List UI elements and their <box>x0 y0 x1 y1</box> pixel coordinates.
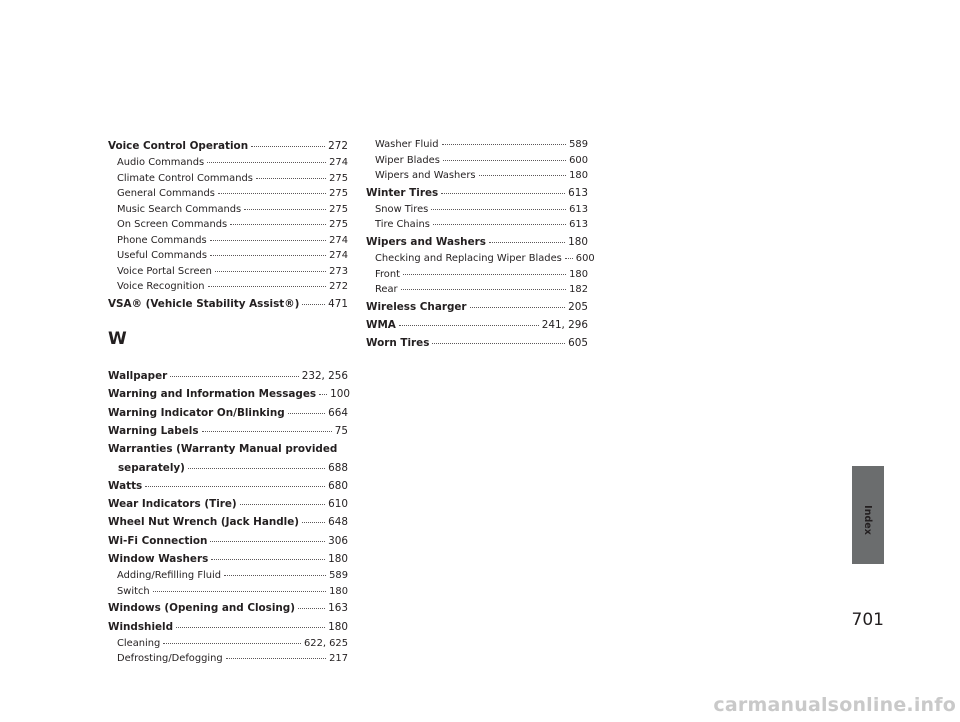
index-term: Cleaning <box>117 637 161 649</box>
page-reference: 613 <box>569 203 588 215</box>
page-reference: 274 <box>329 234 348 246</box>
index-subentry <box>108 233 348 249</box>
dot-leader <box>224 575 326 576</box>
index-term: General Commands <box>117 188 215 200</box>
index-term: Wi-Fi Connection <box>108 534 208 547</box>
page-reference: 180 <box>329 585 348 597</box>
dot-leader <box>442 144 567 145</box>
page-reference: 180 <box>568 235 588 248</box>
index-entry <box>366 298 588 316</box>
index-subentry <box>366 168 588 184</box>
watermark: carmanualsonline.info <box>713 694 956 716</box>
index-subentry <box>108 264 348 280</box>
index-term: Audio Commands <box>117 157 205 169</box>
index-subentry <box>108 651 348 667</box>
index-entry <box>108 532 348 550</box>
index-term: Front <box>375 268 400 280</box>
index-term: Voice Control Operation <box>108 140 249 152</box>
index-column-right <box>366 137 595 352</box>
dot-leader <box>244 209 326 210</box>
dot-leader <box>565 258 573 259</box>
index-term: WMA <box>366 318 396 331</box>
page-reference: 589 <box>569 139 588 150</box>
index-term: Winter Tires <box>366 186 439 199</box>
index-entry <box>108 459 348 477</box>
page-reference: 613 <box>568 186 588 199</box>
page-reference: 613 <box>569 219 588 231</box>
page-reference: 205 <box>568 300 588 313</box>
index-entry <box>108 599 348 617</box>
index-term: Watts <box>108 479 143 492</box>
index-term: Wiper Blades <box>375 154 440 166</box>
dot-leader <box>240 504 325 505</box>
index-subentry <box>366 202 588 218</box>
index-term: Wheel Nut Wrench (Jack Handle) <box>108 516 300 529</box>
page-reference: 275 <box>329 203 348 215</box>
index-subentry <box>108 584 348 600</box>
index-term: Climate Control Commands <box>117 172 253 184</box>
index-entry-heading: Warranties (Warranty Manual provided <box>108 443 338 456</box>
index-term: Warning and Information Messages <box>108 388 317 401</box>
page-reference: 273 <box>329 265 348 277</box>
page-reference: 600 <box>569 154 588 166</box>
index-subentry <box>108 171 348 187</box>
index-term: Worn Tires <box>366 337 430 350</box>
page-reference: 100 <box>330 388 350 401</box>
index-term: Phone Commands <box>117 234 207 246</box>
index-term: Switch <box>117 585 150 597</box>
dot-leader <box>470 307 566 308</box>
index-term: Checking and Replacing Wiper Blades <box>375 253 562 265</box>
page-reference: 180 <box>328 620 348 633</box>
dot-leader <box>170 376 298 377</box>
dot-leader <box>207 162 326 163</box>
index-entry <box>108 513 348 531</box>
dot-leader <box>302 304 325 305</box>
page-reference: 275 <box>329 188 348 200</box>
dot-leader <box>479 175 567 176</box>
index-entry <box>108 137 348 155</box>
index-entry <box>108 422 348 440</box>
page-reference: 217 <box>329 653 348 665</box>
dot-leader <box>176 627 325 628</box>
page-reference: 274 <box>329 157 348 169</box>
dot-leader <box>251 146 325 147</box>
index-term: Warning Labels <box>108 424 199 437</box>
index-term: Windshield <box>108 620 174 633</box>
index-term: Voice Portal Screen <box>117 265 212 277</box>
index-term: Useful Commands <box>117 250 207 262</box>
page-reference: 75 <box>334 424 348 437</box>
index-entry <box>108 367 348 385</box>
index-term: Tire Chains <box>375 219 430 231</box>
index-subentry <box>108 279 348 295</box>
dot-leader <box>401 289 567 290</box>
page-reference: 272 <box>329 281 348 293</box>
dot-leader <box>153 591 326 592</box>
index-tab-label: Index <box>862 505 874 535</box>
index-entry <box>108 477 348 495</box>
dot-leader <box>215 271 326 272</box>
page-reference: 306 <box>328 534 348 547</box>
page-reference: 600 <box>575 253 595 265</box>
dot-leader <box>432 343 565 344</box>
page-reference: 272 <box>328 140 348 152</box>
dot-leader <box>210 541 325 542</box>
dot-leader <box>210 255 326 256</box>
dot-leader <box>302 522 325 523</box>
index-term: On Screen Commands <box>117 219 228 231</box>
dot-leader <box>230 224 326 225</box>
index-term: Wipers and Washers <box>366 235 486 248</box>
index-term: Wear Indicators (Tire) <box>108 498 237 511</box>
index-term: separately) <box>118 461 185 474</box>
page-reference: 610 <box>328 498 348 511</box>
index-term: Music Search Commands <box>117 203 242 215</box>
index-entry <box>108 495 348 513</box>
index-subentry <box>366 282 588 298</box>
index-term: VSA® (Vehicle Stability Assist®) <box>108 297 300 310</box>
dot-leader <box>218 193 326 194</box>
index-entry <box>366 316 588 334</box>
page-reference: 180 <box>328 553 348 566</box>
page-reference: 680 <box>328 479 348 492</box>
index-entry <box>108 618 348 636</box>
page-reference: 182 <box>569 284 588 296</box>
dot-leader <box>431 209 566 210</box>
index-subentry <box>108 248 348 264</box>
index-subentry <box>366 153 588 169</box>
index-subentry <box>366 267 588 283</box>
index-term: Windows (Opening and Closing) <box>108 602 295 615</box>
index-subentry <box>108 186 348 202</box>
page-reference: 471 <box>328 297 348 310</box>
index-entry <box>366 334 588 352</box>
page-reference: 605 <box>568 337 588 350</box>
index-subentry <box>366 137 588 153</box>
index-subentry <box>108 636 348 652</box>
index-subentry <box>108 217 348 233</box>
page-reference: 688 <box>328 461 348 474</box>
dot-leader <box>319 394 327 395</box>
dot-leader <box>433 224 566 225</box>
index-entry <box>108 404 348 422</box>
dot-leader <box>288 413 325 414</box>
dot-leader <box>298 608 325 609</box>
dot-leader <box>399 325 539 326</box>
index-term: Wireless Charger <box>366 300 467 313</box>
page-number: 701 <box>851 610 884 630</box>
index-entry <box>108 295 348 313</box>
page-reference: 241, 296 <box>541 318 588 331</box>
dot-leader <box>188 468 325 469</box>
page-reference: 622, 625 <box>304 637 348 649</box>
index-entry <box>108 550 348 568</box>
dot-leader <box>403 274 566 275</box>
page-reference: 180 <box>569 170 588 181</box>
page-reference: 180 <box>569 268 588 280</box>
dot-leader <box>210 240 327 241</box>
index-term: Window Washers <box>108 553 209 566</box>
dot-leader <box>211 559 325 560</box>
index-column-left <box>108 137 348 667</box>
dot-leader <box>226 658 326 659</box>
dot-leader <box>441 193 565 194</box>
page-reference: 589 <box>329 570 348 582</box>
index-term: Warning Indicator On/Blinking <box>108 406 285 419</box>
index-entry <box>108 385 348 403</box>
index-entry <box>366 184 588 202</box>
index-subentry <box>108 155 348 171</box>
index-term: Voice Recognition <box>117 281 205 293</box>
page-reference: 664 <box>328 406 348 419</box>
index-term: Wallpaper <box>108 370 168 383</box>
index-subentry <box>108 568 348 584</box>
page-reference: 232, 256 <box>301 370 348 383</box>
index-term: Snow Tires <box>375 203 429 215</box>
dot-leader <box>202 431 332 432</box>
index-term: Adding/Refilling Fluid <box>117 570 222 582</box>
dot-leader <box>443 160 566 161</box>
page-reference: 274 <box>329 250 348 262</box>
page-reference: 163 <box>328 602 348 615</box>
page-reference: 275 <box>329 219 348 231</box>
index-subentry <box>108 202 348 218</box>
dot-leader <box>145 486 325 487</box>
index-term: Wipers and Washers <box>375 170 476 181</box>
index-term: Rear <box>375 284 398 296</box>
page-reference: 275 <box>329 172 348 184</box>
index-term: Defrosting/Defogging <box>117 653 223 665</box>
page-reference: 648 <box>328 516 348 529</box>
dot-leader <box>489 242 565 243</box>
dot-leader <box>163 643 301 644</box>
dot-leader <box>256 178 326 179</box>
dot-leader <box>208 286 327 287</box>
index-subentry <box>366 217 588 233</box>
section-letter-w: W <box>108 329 127 350</box>
index-entry <box>366 233 588 251</box>
index-term: Washer Fluid <box>375 139 439 150</box>
index-subentry <box>366 251 595 267</box>
